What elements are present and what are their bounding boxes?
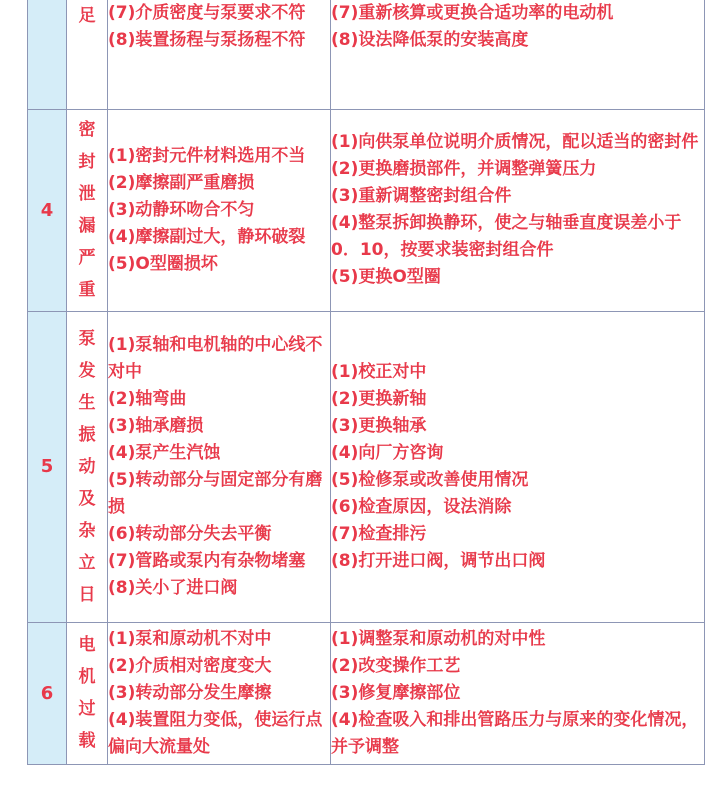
text-line: (8)打开进口阀，调节出口阀 (331, 550, 546, 571)
text-line: (1)密封元件材料选用不当 (108, 145, 306, 166)
text-line: (3)转动部分发生摩擦 (108, 682, 272, 703)
text-line: (5)转动部分与固定部分有磨损 (108, 469, 323, 517)
fault-name-cell (67, 622, 108, 764)
text-line: (4)摩擦副过大，静环破裂 (108, 226, 306, 247)
row-number: 4 (40, 199, 54, 221)
text-line: (8)装置扬程与泵扬程不符 (108, 30, 306, 50)
fault-table-container (27, 0, 705, 765)
text-line: (7)介质密度与泵要求不符 (108, 3, 306, 23)
text-line: (3)动静环吻合不匀 (108, 199, 255, 220)
causes-cell (108, 0, 331, 109)
row-number-cell (28, 311, 67, 622)
table-row (28, 622, 705, 764)
text-line: (3)更换轴承 (331, 415, 427, 436)
text-line: (7)管路或泵内有杂物堵塞 (108, 550, 306, 571)
text-line: (3)轴承磨损 (108, 415, 204, 436)
solutions-cell (331, 109, 705, 311)
solutions-cell (331, 0, 705, 109)
text-line: (1)泵轴和电机轴的中心线不对中 (108, 334, 323, 382)
text-line: (2)更换磨损部件，并调整弹簧压力 (331, 159, 597, 179)
causes-cell (108, 622, 331, 764)
fault-name-vertical-text: 电机过载 (78, 635, 96, 751)
text-line: (2)改变操作工艺 (331, 655, 461, 676)
row-number-cell (28, 0, 67, 109)
text-line: (1)泵和原动机不对中 (108, 628, 272, 649)
text-line: (6)转动部分失去平衡 (108, 523, 272, 544)
fault-name-cell (67, 0, 108, 109)
fault-name-vertical-text: 足 (78, 6, 96, 26)
text-line: (7)重新核算或更换合适功率的电动机 (331, 3, 614, 23)
text-line: (5)O型圈损坏 (108, 253, 218, 274)
solutions-cell (331, 622, 705, 764)
solutions-cell (331, 311, 705, 622)
fault-name-cell (67, 311, 108, 622)
fault-name-cell (67, 109, 108, 311)
fault-name-vertical-text: 泵发生振动及杂立日 (78, 328, 96, 605)
text-line: (4)泵产生汽蚀 (108, 442, 221, 463)
pump-fault-table (27, 0, 705, 765)
text-line: (1)向供泵单位说明介质情况，配以适当的密封件 (331, 132, 699, 152)
text-line: (1)调整泵和原动机的对中性 (331, 628, 546, 649)
text-line: (1)校正对中 (331, 361, 427, 382)
row-number: 5 (40, 456, 54, 477)
text-line: (2)摩擦副严重磨损 (108, 172, 255, 193)
text-line: (3)修复摩擦部位 (331, 682, 461, 703)
text-line: (5)检修泵或改善使用情况 (331, 469, 529, 490)
row-number-cell (28, 622, 67, 764)
row-number-cell (28, 109, 67, 311)
causes-cell (108, 109, 331, 311)
text-line: (2)介质相对密度变大 (108, 655, 272, 676)
text-line: (8)设法降低泵的安装高度 (331, 30, 529, 50)
text-line: (8)关小了进口阀 (108, 577, 238, 598)
fault-name-vertical-text: 密封泄漏严重 (78, 120, 96, 300)
causes-cell (108, 311, 331, 622)
table-row (28, 0, 705, 109)
text-line: (5)更换O型圈 (331, 267, 441, 287)
text-line: (3)重新调整密封组合件 (331, 186, 512, 206)
text-line: (4)检查吸入和排出管路压力与原来的变化情况，并予调整 (331, 709, 699, 757)
text-line: (2)更换新轴 (331, 388, 427, 409)
text-line: (4)向厂方咨询 (331, 442, 444, 463)
text-line: (6)检查原因，设法消除 (331, 496, 512, 517)
row-number: 6 (40, 682, 54, 704)
table-row (28, 109, 705, 311)
text-line: (4)装置阻力变低，使运行点偏向大流量处 (108, 709, 323, 757)
table-row (28, 311, 705, 622)
text-line: (7)检查排污 (331, 523, 427, 544)
text-line: (4)整泵拆卸换静环，使之与轴垂直度误差小于0．10，按要求装密封组合件 (331, 213, 682, 260)
text-line: (2)轴弯曲 (108, 388, 187, 409)
